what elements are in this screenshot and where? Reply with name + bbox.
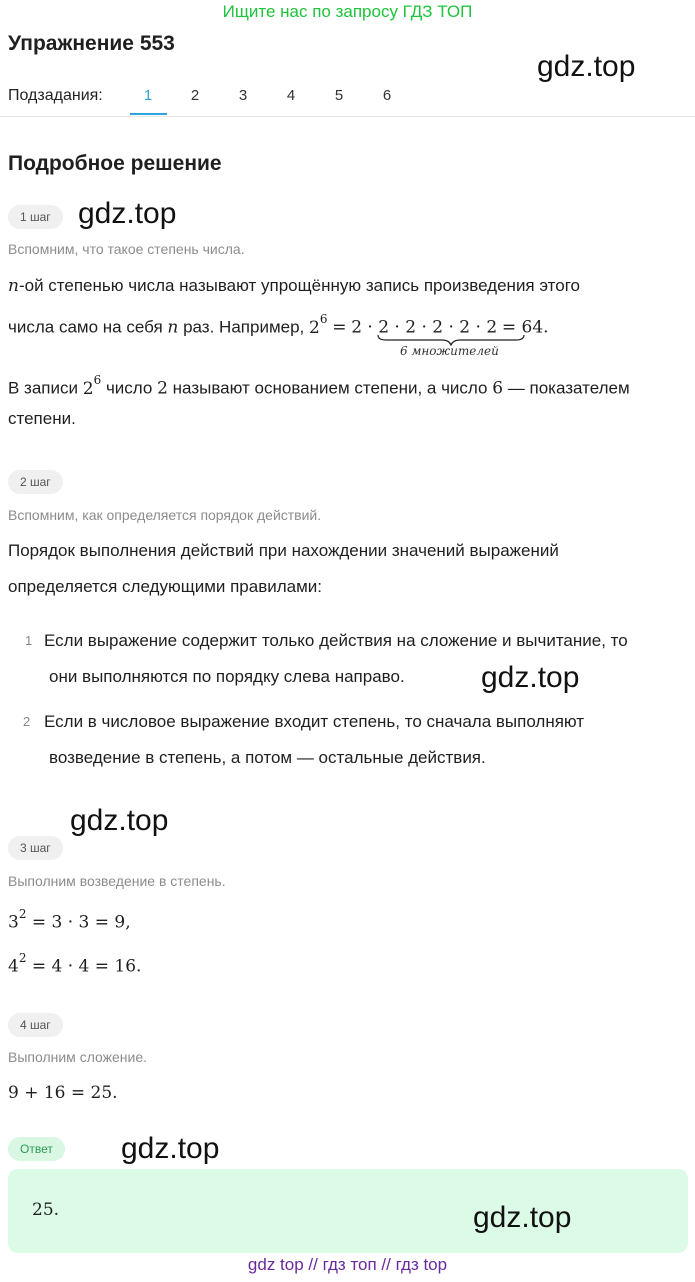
equals: = [332, 317, 347, 338]
text: числа само на себя [8, 317, 163, 337]
brace-label: 6 множителей [400, 344, 499, 358]
rule-1-line-2: они выполняются по порядку слева направо. [49, 667, 405, 686]
power [82, 373, 102, 399]
exercise-title: Упражнение 553 [8, 32, 175, 55]
text: В записи [8, 378, 79, 398]
tab-subtask-5[interactable]: 5 [334, 87, 344, 104]
base: 4 [8, 956, 19, 977]
step-3-hint: Выполним возведение в степень. [8, 873, 226, 889]
step-2-line-2: определяется следующими правилами: [8, 577, 323, 596]
watermark: gdz.top [473, 1201, 572, 1234]
base: 2 [82, 378, 94, 399]
text: -ой степенью числа называют упрощённую запись произведения этого [18, 276, 580, 295]
equation-3-squared [8, 899, 131, 941]
tab-subtask-1[interactable]: 1 [143, 87, 153, 104]
tabs-divider [0, 116, 695, 117]
text: — показателем [507, 378, 630, 398]
answer-box [8, 1169, 688, 1253]
step-2-hint: Вспомним, как определяется порядок действий. [8, 507, 322, 523]
step-1-line-4: степени. [8, 409, 76, 428]
tab-subtask-6[interactable]: 6 [382, 87, 392, 104]
exponent: 6 [93, 373, 102, 387]
rule-2-line-1: Если в числовое выражение входит степень, то сначала выполняют [44, 712, 585, 731]
search-banner: Ищите нас по запросу ГДЗ ТОП [222, 2, 473, 21]
exponent: 2 [18, 907, 27, 921]
rule-number: 1 [25, 633, 33, 648]
subtasks-label: Подзадания: [8, 87, 103, 104]
watermark: gdz.top [70, 804, 169, 837]
example-power [309, 312, 328, 338]
text: называют основанием степени, а число [172, 378, 488, 398]
rule-2-line-2: возведение в степень, а потом — остальные действия. [49, 748, 486, 767]
solution-title: Подробное решение [8, 152, 222, 175]
base: 3 [8, 912, 19, 933]
answer-value: 25. [32, 1200, 60, 1220]
rule-1-line-1: Если выражение содержит только действия на сложение и вычитание, то [44, 631, 628, 650]
step-badge-1: 1 шаг [8, 205, 63, 229]
tab-subtask-3[interactable]: 3 [238, 87, 248, 104]
watermark: gdz.top [121, 1132, 220, 1165]
exponent: 6 [319, 312, 328, 326]
step-1-line-1 [8, 268, 580, 304]
watermark: gdz.top [481, 661, 580, 694]
text: раз. Например, [183, 317, 305, 337]
text: число [105, 378, 153, 398]
tab-subtask-2[interactable]: 2 [190, 87, 200, 104]
equation-sum: 9 + 16 = 25. [8, 1083, 118, 1103]
number: 2 [157, 378, 168, 399]
var-n: n [167, 317, 179, 338]
step-1-hint: Вспомним, что такое степень числа. [8, 241, 245, 257]
number: 6 [492, 378, 504, 399]
watermark: gdz.top [78, 197, 177, 230]
equation-4-squared [8, 943, 141, 985]
rest: = 3 · 3 = 9, [31, 912, 131, 933]
step-badge-3: 3 шаг [8, 836, 63, 860]
example-result: = 64. [501, 317, 549, 338]
tab-subtask-4[interactable]: 4 [286, 87, 296, 104]
example-product: 2 · 2 · 2 · 2 · 2 · 2 [351, 317, 498, 338]
step-2-line-1: Порядок выполнения действий при нахождении значений выражений [8, 541, 559, 560]
footer-links[interactable]: gdz top // гдз топ // гдз top [247, 1255, 448, 1274]
answer-badge: Ответ [8, 1137, 65, 1161]
step-badge-4: 4 шаг [8, 1013, 63, 1037]
rule-number: 2 [23, 714, 31, 729]
watermark: gdz.top [537, 50, 636, 83]
base: 2 [309, 317, 320, 338]
exponent: 2 [18, 951, 27, 965]
step-4-hint: Выполним сложение. [8, 1049, 148, 1065]
active-tab-indicator [130, 113, 167, 115]
var-n: n [8, 276, 19, 296]
rest: = 4 · 4 = 16. [31, 956, 142, 977]
step-badge-2: 2 шаг [8, 470, 63, 494]
step-1-line-3 [8, 365, 630, 407]
